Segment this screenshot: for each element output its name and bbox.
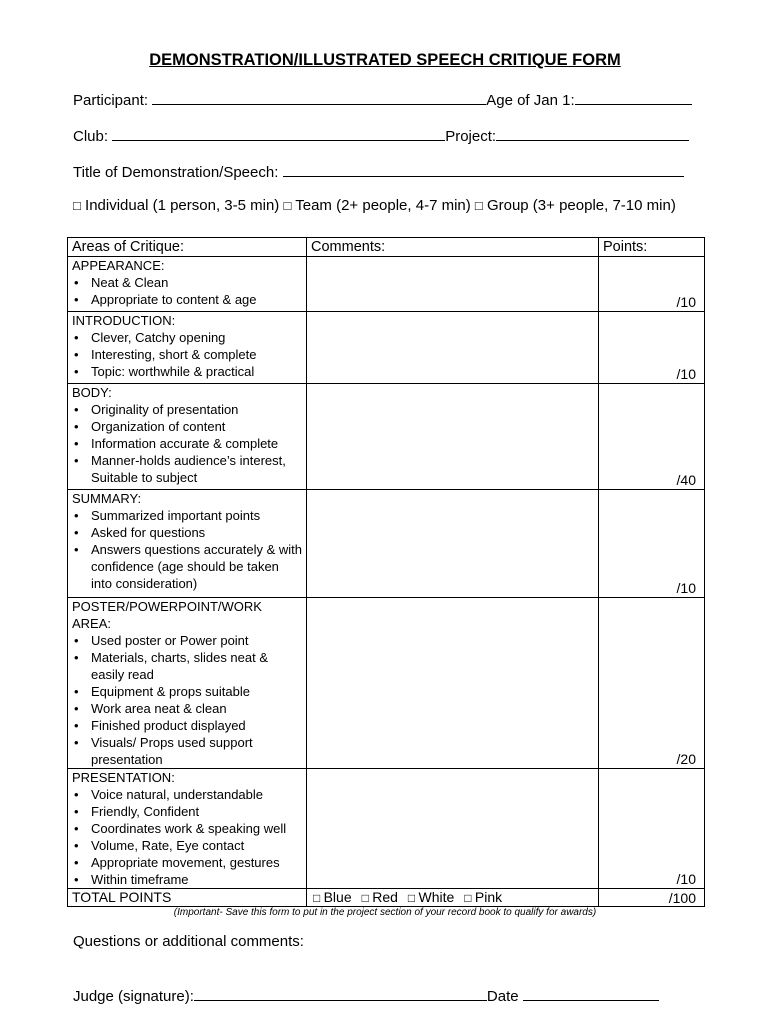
criteria-list <box>72 632 302 768</box>
critique-section-row <box>68 312 705 384</box>
criteria-list <box>72 329 302 380</box>
comments-cell[interactable] <box>307 769 599 889</box>
criteria-item: • Friendly, Confident <box>72 803 302 820</box>
club-label: Club: <box>73 128 109 145</box>
criteria-item: • Answers questions accurately & with confidence (age should be taken into consideration) <box>72 541 302 592</box>
color-option[interactable] <box>362 889 398 905</box>
title-of-demo-field[interactable] <box>283 162 684 177</box>
section-heading: SUMMARY: <box>72 491 142 506</box>
age-label: Age of Jan 1: <box>486 92 575 109</box>
title-of-demo-label: Title of Demonstration/Speech: <box>73 164 279 181</box>
criteria-item: • Finished product displayed <box>72 717 302 734</box>
criteria-item: • Clever, Catchy opening <box>72 329 302 346</box>
judge-signature-field[interactable] <box>194 986 487 1001</box>
judge-label: Judge (signature): <box>73 988 194 1005</box>
criteria-item: • Within timeframe <box>72 871 302 888</box>
comments-header: Comments: <box>307 238 599 257</box>
criteria-item: • Topic: worthwhile & practical <box>72 363 302 380</box>
critique-area-cell <box>68 384 307 490</box>
comments-cell[interactable] <box>307 312 599 384</box>
project-label: Project: <box>445 128 497 145</box>
comments-cell[interactable] <box>307 598 599 769</box>
section-heading: PRESENTATION: <box>72 770 175 785</box>
individual-label: Individual (1 person, 3-5 min) <box>85 197 280 214</box>
comments-cell[interactable] <box>307 257 599 312</box>
comments-cell[interactable] <box>307 384 599 490</box>
team-checkbox[interactable]: □ <box>283 198 292 213</box>
critique-area-cell <box>68 598 307 769</box>
criteria-item: • Originality of presentation <box>72 401 302 418</box>
criteria-item: • Summarized important points <box>72 507 302 524</box>
criteria-item: • Volume, Rate, Eye contact <box>72 837 302 854</box>
critique-area-cell <box>68 490 307 598</box>
critique-area-cell <box>68 257 307 312</box>
color-option[interactable] <box>313 889 352 905</box>
points-cell[interactable]: /20 <box>599 598 705 769</box>
group-label: Group (3+ people, 7-10 min) <box>486 197 676 214</box>
group-checkbox[interactable]: □ <box>474 198 483 213</box>
color-label: Pink <box>474 889 503 905</box>
criteria-item: • Visuals/ Props used support presentation <box>72 734 302 768</box>
criteria-item: • Work area neat & clean <box>72 700 302 717</box>
points-cell[interactable]: /10 <box>599 257 705 312</box>
criteria-item: • Coordinates work & speaking well <box>72 820 302 837</box>
criteria-list <box>72 274 302 308</box>
club-row <box>73 126 689 145</box>
important-note: (Important- Save this form to put in the project section of your record book to qualify for awards) <box>173 907 597 918</box>
critique-area-cell <box>68 312 307 384</box>
color-checkbox[interactable]: □ <box>313 891 324 905</box>
type-row <box>73 197 676 214</box>
judge-row <box>73 986 659 1005</box>
critique-section-row <box>68 490 705 598</box>
color-label: Blue <box>323 889 352 905</box>
section-heading: APPEARANCE: <box>72 258 165 273</box>
team-label: Team (2+ people, 4-7 min) <box>295 197 471 214</box>
color-label: Red <box>372 889 398 905</box>
criteria-item: • Asked for questions <box>72 524 302 541</box>
total-points-cell[interactable]: /100 <box>599 889 705 907</box>
critique-table <box>67 237 705 907</box>
criteria-list <box>72 507 302 592</box>
critique-section-row <box>68 598 705 769</box>
criteria-item: • Appropriate to content & age <box>72 291 302 308</box>
ribbon-color-options <box>307 889 599 907</box>
color-label: White <box>418 889 455 905</box>
individual-checkbox[interactable]: □ <box>73 198 81 213</box>
form-title: DEMONSTRATION/ILLUSTRATED SPEECH CRITIQUE FORM <box>149 51 621 69</box>
critique-section-row <box>68 384 705 490</box>
table-header-row <box>68 238 705 257</box>
points-cell[interactable]: /10 <box>599 490 705 598</box>
points-cell[interactable]: /10 <box>599 769 705 889</box>
points-header: Points: <box>599 238 705 257</box>
total-label: TOTAL POINTS <box>68 889 307 907</box>
total-row <box>68 889 705 907</box>
color-checkbox[interactable]: □ <box>464 891 475 905</box>
critique-section-row <box>68 769 705 889</box>
criteria-item: • Equipment & props suitable <box>72 683 302 700</box>
section-heading: INTRODUCTION: <box>72 313 176 328</box>
section-heading: BODY: <box>72 385 112 400</box>
comments-cell[interactable] <box>307 490 599 598</box>
color-checkbox[interactable]: □ <box>407 891 419 905</box>
questions-label: Questions or additional comments: <box>73 933 304 950</box>
criteria-item: • Information accurate & complete <box>72 435 302 452</box>
criteria-list <box>72 786 302 888</box>
age-field[interactable] <box>575 90 692 105</box>
project-field[interactable] <box>496 126 689 141</box>
title-row <box>73 162 684 181</box>
critique-section-row <box>68 257 705 312</box>
areas-header: Areas of Critique: <box>68 238 307 257</box>
participant-label: Participant: <box>73 92 149 109</box>
points-cell[interactable]: /10 <box>599 312 705 384</box>
date-label: Date <box>486 988 519 1005</box>
criteria-item: • Interesting, short & complete <box>72 346 302 363</box>
points-cell[interactable]: /40 <box>599 384 705 490</box>
participant-field[interactable] <box>152 90 486 105</box>
color-option[interactable] <box>464 889 502 905</box>
club-field[interactable] <box>112 126 445 141</box>
criteria-item: • Materials, charts, slides neat & easily read <box>72 649 302 683</box>
color-option[interactable] <box>408 889 454 905</box>
criteria-item: • Manner-holds audience’s interest, Suitable to subject <box>72 452 302 486</box>
criteria-item: • Organization of content <box>72 418 302 435</box>
date-field[interactable] <box>523 986 659 1001</box>
criteria-item: • Appropriate movement, gestures <box>72 854 302 871</box>
participant-row <box>73 90 692 109</box>
criteria-item: • Voice natural, understandable <box>72 786 302 803</box>
criteria-item: • Neat & Clean <box>72 274 302 291</box>
criteria-list <box>72 401 302 486</box>
color-checkbox[interactable]: □ <box>361 891 373 905</box>
criteria-item: • Used poster or Power point <box>72 632 302 649</box>
critique-area-cell <box>68 769 307 889</box>
section-heading: POSTER/POWERPOINT/WORK AREA: <box>72 599 262 631</box>
